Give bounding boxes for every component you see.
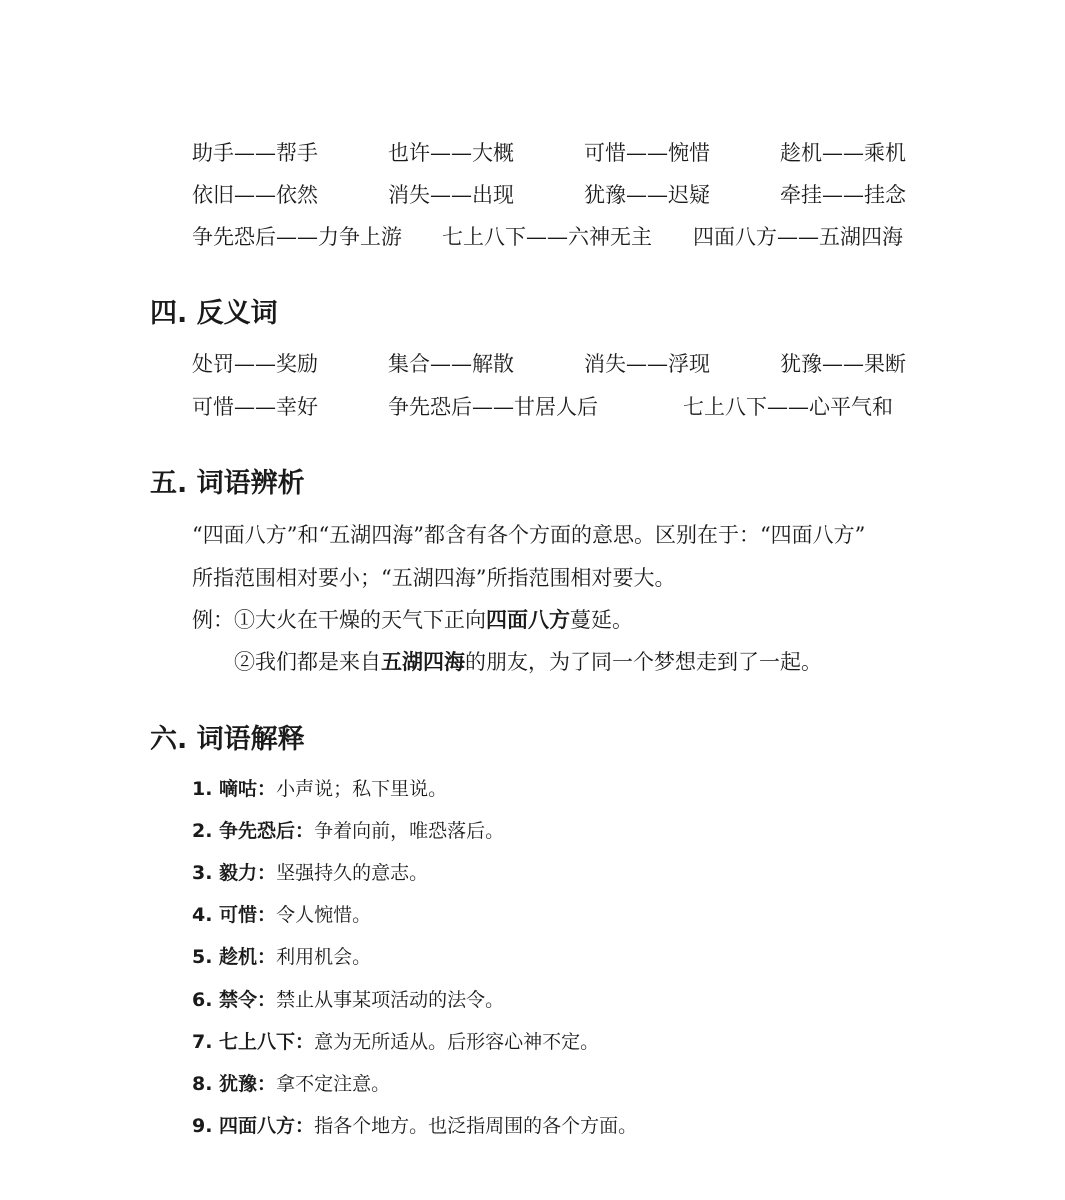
antonym-pair: 争先恐后——甘居人后 (388, 395, 598, 419)
antonym-pair: 七上八下——心平气和 (683, 395, 893, 419)
definition-item (192, 901, 371, 929)
definition-term: 7. 七上八下： (192, 1031, 315, 1053)
synonym-row-1 (0, 138, 1065, 178)
analysis-heading: 五. 词语辨析 (150, 468, 305, 499)
synonym-pair: 七上八下——六神无主 (442, 225, 652, 249)
antonyms-heading: 四. 反义词 (150, 298, 278, 329)
antonym-row-2 (0, 392, 1065, 432)
antonym-pair: 集合——解散 (388, 352, 514, 376)
definition-text: 令人惋惜。 (276, 904, 372, 926)
example-2-highlight: 五湖四海 (381, 649, 465, 674)
antonym-row-1 (0, 349, 1065, 389)
definition-text: 拿不定注意。 (276, 1073, 391, 1095)
definition-item (192, 817, 504, 845)
synonym-pair: 消失——出现 (388, 183, 514, 207)
synonym-pair: 助手——帮手 (192, 141, 318, 165)
definition-term: 6. 禁令： (192, 989, 277, 1011)
antonym-pair: 处罚——奖励 (192, 352, 318, 376)
antonym-pair: 犹豫——果断 (780, 352, 906, 376)
synonym-row-3 (0, 222, 1065, 262)
definition-term: 5. 趁机： (192, 946, 277, 968)
synonym-pair: 犹豫——迟疑 (584, 183, 710, 207)
definition-term: 3. 毅力： (192, 862, 277, 884)
definition-text: 坚强持久的意志。 (276, 862, 429, 884)
definition-item (192, 943, 371, 971)
analysis-line-1: “四面八方”和“五湖四海”都含有各个方面的意思。区别在于：“四面八方” (192, 523, 866, 547)
example-2 (234, 647, 822, 677)
definition-term: 2. 争先恐后： (192, 820, 315, 842)
definition-item (192, 775, 447, 803)
synonym-pair: 牵挂——挂念 (780, 183, 906, 207)
definition-term: 9. 四面八方： (192, 1115, 315, 1137)
definition-item (192, 1070, 390, 1098)
antonym-pair: 可惜——幸好 (192, 395, 318, 419)
synonym-pair: 依旧——依然 (192, 183, 318, 207)
definition-text: 指各个地方。也泛指周围的各个方面。 (314, 1115, 638, 1137)
synonym-pair: 四面八方——五湖四海 (693, 225, 903, 249)
definitions-heading: 六. 词语解释 (150, 724, 305, 755)
definition-term: 8. 犹豫： (192, 1073, 277, 1095)
antonym-pair: 消失——浮现 (584, 352, 710, 376)
definition-item (192, 1028, 599, 1056)
example-1-suffix: 蔓延。 (570, 608, 633, 632)
definition-item (192, 859, 428, 887)
example-1-prefix: 例：①大火在干燥的天气下正向 (192, 608, 486, 632)
definition-text: 禁止从事某项活动的法令。 (276, 989, 505, 1011)
synonym-pair: 争先恐后——力争上游 (192, 225, 402, 249)
synonym-row-2 (0, 180, 1065, 220)
example-1-highlight: 四面八方 (486, 607, 570, 632)
definition-item (192, 1112, 637, 1140)
definition-item (192, 986, 504, 1014)
definition-text: 小声说；私下里说。 (276, 778, 448, 800)
definition-text: 利用机会。 (276, 946, 372, 968)
example-2-suffix: 的朋友，为了同一个梦想走到了一起。 (465, 650, 822, 674)
definition-text: 争着向前，唯恐落后。 (314, 820, 505, 842)
synonym-pair: 趁机——乘机 (780, 141, 906, 165)
example-1 (192, 605, 633, 635)
synonym-pair: 可惜——惋惜 (584, 141, 710, 165)
definition-text: 意为无所适从。后形容心神不定。 (314, 1031, 600, 1053)
example-2-prefix: ②我们都是来自 (234, 650, 381, 674)
definition-term: 1. 嘀咕： (192, 778, 277, 800)
synonym-pair: 也许——大概 (388, 141, 514, 165)
definition-term: 4. 可惜： (192, 904, 277, 926)
analysis-line-2: 所指范围相对要小；“五湖四海”所指范围相对要大。 (192, 566, 676, 590)
